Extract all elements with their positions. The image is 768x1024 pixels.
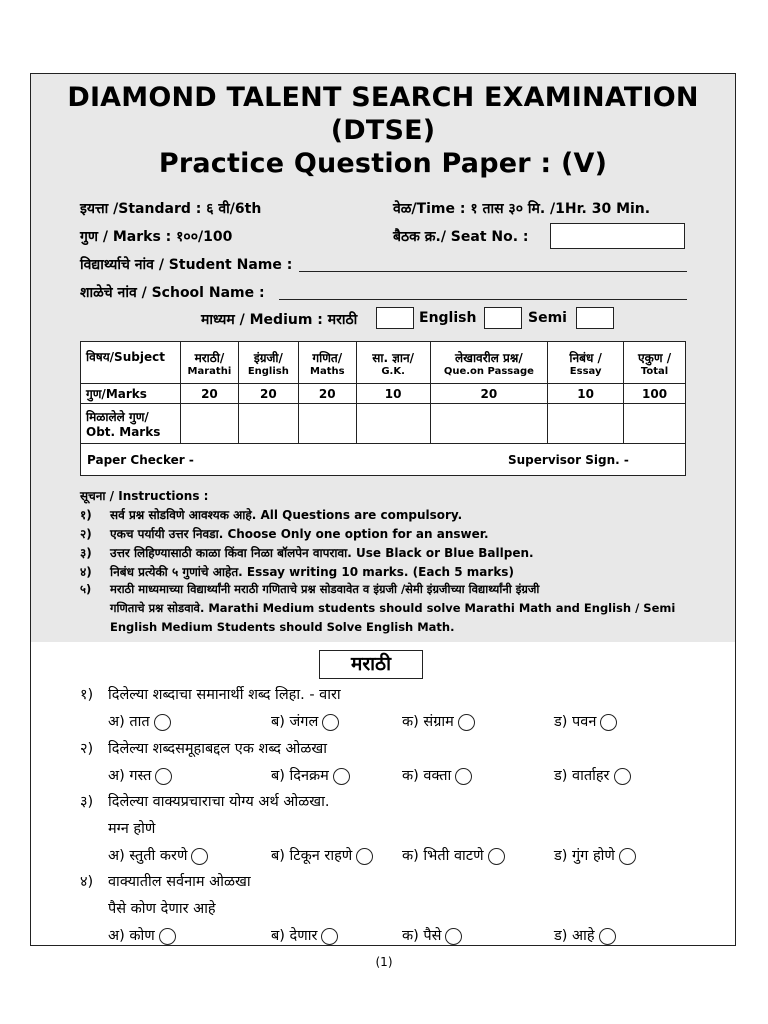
header-subject: विषय/Subject bbox=[81, 342, 181, 384]
header-essay: निबंध / Essay bbox=[548, 342, 624, 384]
question-2: २) दिलेल्या शब्दसमूहाबद्दल एक शब्द ओळखा bbox=[80, 741, 327, 757]
marks-row-label: गुण/Marks bbox=[81, 384, 181, 404]
obt-cell[interactable] bbox=[548, 404, 624, 444]
page-number: (1) bbox=[375, 955, 393, 969]
obt-cell[interactable] bbox=[180, 404, 238, 444]
marks-cell: 20 bbox=[430, 384, 548, 404]
instruction-item: ५) मराठी माध्यमाच्या विद्यार्थ्यांनी मराठी गणिताचे प्रश्न सोडवावेत व इंग्रजी /सेमी इंग्रजीच्या विद्यार्थ्यांनी इंग्रजी bbox=[80, 582, 540, 596]
medium-english-box[interactable] bbox=[484, 307, 522, 329]
obt-marks-label: मिळालेले गुण/ Obt. Marks bbox=[81, 404, 181, 444]
instructions-heading: सूचना / Instructions : bbox=[80, 489, 209, 503]
header-marathi: मराठी/ Marathi bbox=[180, 342, 238, 384]
school-name-label: शाळेचे नांव / School Name : bbox=[80, 285, 265, 301]
marks-row bbox=[81, 384, 686, 404]
option-d[interactable]: ड) वार्ताहर bbox=[554, 765, 631, 785]
option-d[interactable]: ड) गुंग होणे bbox=[554, 845, 636, 865]
header-total: एकुण / Total bbox=[624, 342, 686, 384]
option-circle[interactable] bbox=[455, 768, 472, 785]
option-c[interactable]: क) संग्राम bbox=[402, 711, 475, 731]
medium-english-label: English bbox=[419, 310, 477, 326]
option-circle[interactable] bbox=[322, 714, 339, 731]
marks-label: गुण / Marks : १००/100 bbox=[80, 229, 233, 245]
marks-cell: 10 bbox=[356, 384, 430, 404]
paper-frame bbox=[30, 73, 736, 946]
header-gk: सा. ज्ञान/ G.K. bbox=[356, 342, 430, 384]
instruction-item: ३) उत्तर लिहिण्यासाठी काळा किंवा निळा बॉलपेन वापरावा. Use Black or Blue Ballpen. bbox=[80, 546, 534, 560]
option-circle[interactable] bbox=[458, 714, 475, 731]
student-name-line[interactable] bbox=[299, 271, 687, 272]
marks-cell: 20 bbox=[180, 384, 238, 404]
seat-no-box[interactable] bbox=[550, 223, 685, 249]
instruction-item: १) सर्व प्रश्न सोडविणे आवश्यक आहे. All Questions are compulsory. bbox=[80, 508, 463, 522]
supervisor-label: Supervisor Sign. - bbox=[508, 453, 629, 467]
standard-label: इयत्ता /Standard : ६ वी/6th bbox=[80, 201, 262, 217]
option-a[interactable]: अ) स्तुती करणे bbox=[108, 845, 208, 865]
medium-semi-label: Semi bbox=[528, 310, 567, 326]
marks-cell: 10 bbox=[548, 384, 624, 404]
title-line-3: Practice Question Paper : (V) bbox=[158, 148, 608, 179]
school-name-line[interactable] bbox=[279, 299, 687, 300]
option-circle[interactable] bbox=[600, 714, 617, 731]
option-circle[interactable] bbox=[155, 768, 172, 785]
question-3: ३) दिलेल्या वाक्यप्रचाराचा योग्य अर्थ ओळखा. bbox=[80, 794, 330, 810]
question-1: १) दिलेल्या शब्दाचा समानार्थी शब्द लिहा. - वारा bbox=[80, 687, 341, 703]
option-circle[interactable] bbox=[321, 928, 338, 945]
medium-semi-box[interactable] bbox=[576, 307, 614, 329]
marks-table bbox=[80, 341, 686, 476]
option-b[interactable]: ब) टिकून राहणे bbox=[271, 845, 373, 865]
instruction-item-continued: गणिताचे प्रश्न सोडवावे. Marathi Medium students should solve Marathi Math and English / Semi bbox=[110, 601, 676, 615]
option-circle[interactable] bbox=[159, 928, 176, 945]
option-d[interactable]: ड) पवन bbox=[554, 711, 617, 731]
option-c[interactable]: क) भिती वाटणे bbox=[402, 845, 505, 865]
medium-label: माध्यम / Medium : मराठी bbox=[201, 312, 358, 328]
signature-row bbox=[81, 444, 686, 476]
option-a[interactable]: अ) गस्त bbox=[108, 765, 172, 785]
option-circle[interactable] bbox=[619, 848, 636, 865]
header-passage: लेखावरील प्रश्न/ Que.on Passage bbox=[430, 342, 548, 384]
question-4-sentence: पैसे कोण देणार आहे bbox=[108, 901, 216, 917]
student-name-label: विद्यार्थ्याचे नांव / Student Name : bbox=[80, 257, 293, 273]
marks-cell: 20 bbox=[238, 384, 298, 404]
title-line-2: (DTSE) bbox=[330, 115, 436, 146]
question-4: ४) वाक्यातील सर्वनाम ओळखा bbox=[80, 874, 251, 890]
header-maths: गणित/ Maths bbox=[298, 342, 356, 384]
option-circle[interactable] bbox=[614, 768, 631, 785]
time-label: वेळ/Time : १ तास ३० मि. /1Hr. 30 Min. bbox=[393, 201, 651, 217]
option-c[interactable]: क) वक्ता bbox=[402, 765, 472, 785]
option-c[interactable]: क) पैसे bbox=[402, 925, 462, 945]
table-header-row bbox=[81, 342, 686, 384]
signature-cell bbox=[81, 444, 686, 476]
option-circle[interactable] bbox=[154, 714, 171, 731]
header-english: इंग्रजी/ English bbox=[238, 342, 298, 384]
option-circle[interactable] bbox=[599, 928, 616, 945]
option-b[interactable]: ब) जंगल bbox=[271, 711, 339, 731]
option-circle[interactable] bbox=[445, 928, 462, 945]
marks-cell: 20 bbox=[298, 384, 356, 404]
option-circle[interactable] bbox=[333, 768, 350, 785]
section-title: मराठी bbox=[319, 650, 423, 679]
marks-cell: 100 bbox=[624, 384, 686, 404]
title-line-1: DIAMOND TALENT SEARCH EXAMINATION bbox=[67, 82, 699, 113]
option-a[interactable]: अ) तात bbox=[108, 711, 171, 731]
seat-no-label: बैठक क्र./ Seat No. : bbox=[393, 229, 529, 245]
obt-cell[interactable] bbox=[624, 404, 686, 444]
instruction-item: २) एकच पर्यायी उत्तर निवडा. Choose Only one option for an answer. bbox=[80, 527, 489, 541]
obt-cell[interactable] bbox=[356, 404, 430, 444]
instruction-item: ४) निबंध प्रत्येकी ५ गुणांचे आहेत. Essay writing 10 marks. (Each 5 marks) bbox=[80, 565, 514, 579]
option-b[interactable]: ब) देणार bbox=[271, 925, 338, 945]
option-circle[interactable] bbox=[488, 848, 505, 865]
option-b[interactable]: ब) दिनक्रम bbox=[271, 765, 350, 785]
medium-marathi-box[interactable] bbox=[376, 307, 414, 329]
obt-cell[interactable] bbox=[238, 404, 298, 444]
option-circle[interactable] bbox=[191, 848, 208, 865]
option-d[interactable]: ड) आहे bbox=[554, 925, 616, 945]
option-a[interactable]: अ) कोण bbox=[108, 925, 176, 945]
option-circle[interactable] bbox=[356, 848, 373, 865]
obt-cell[interactable] bbox=[298, 404, 356, 444]
question-3-phrase: मग्न होणे bbox=[108, 821, 156, 837]
instruction-item-continued: English Medium Students should Solve English Math. bbox=[110, 620, 455, 634]
obt-marks-row bbox=[81, 404, 686, 444]
paper-checker-label: Paper Checker - bbox=[87, 453, 194, 467]
obt-cell[interactable] bbox=[430, 404, 548, 444]
